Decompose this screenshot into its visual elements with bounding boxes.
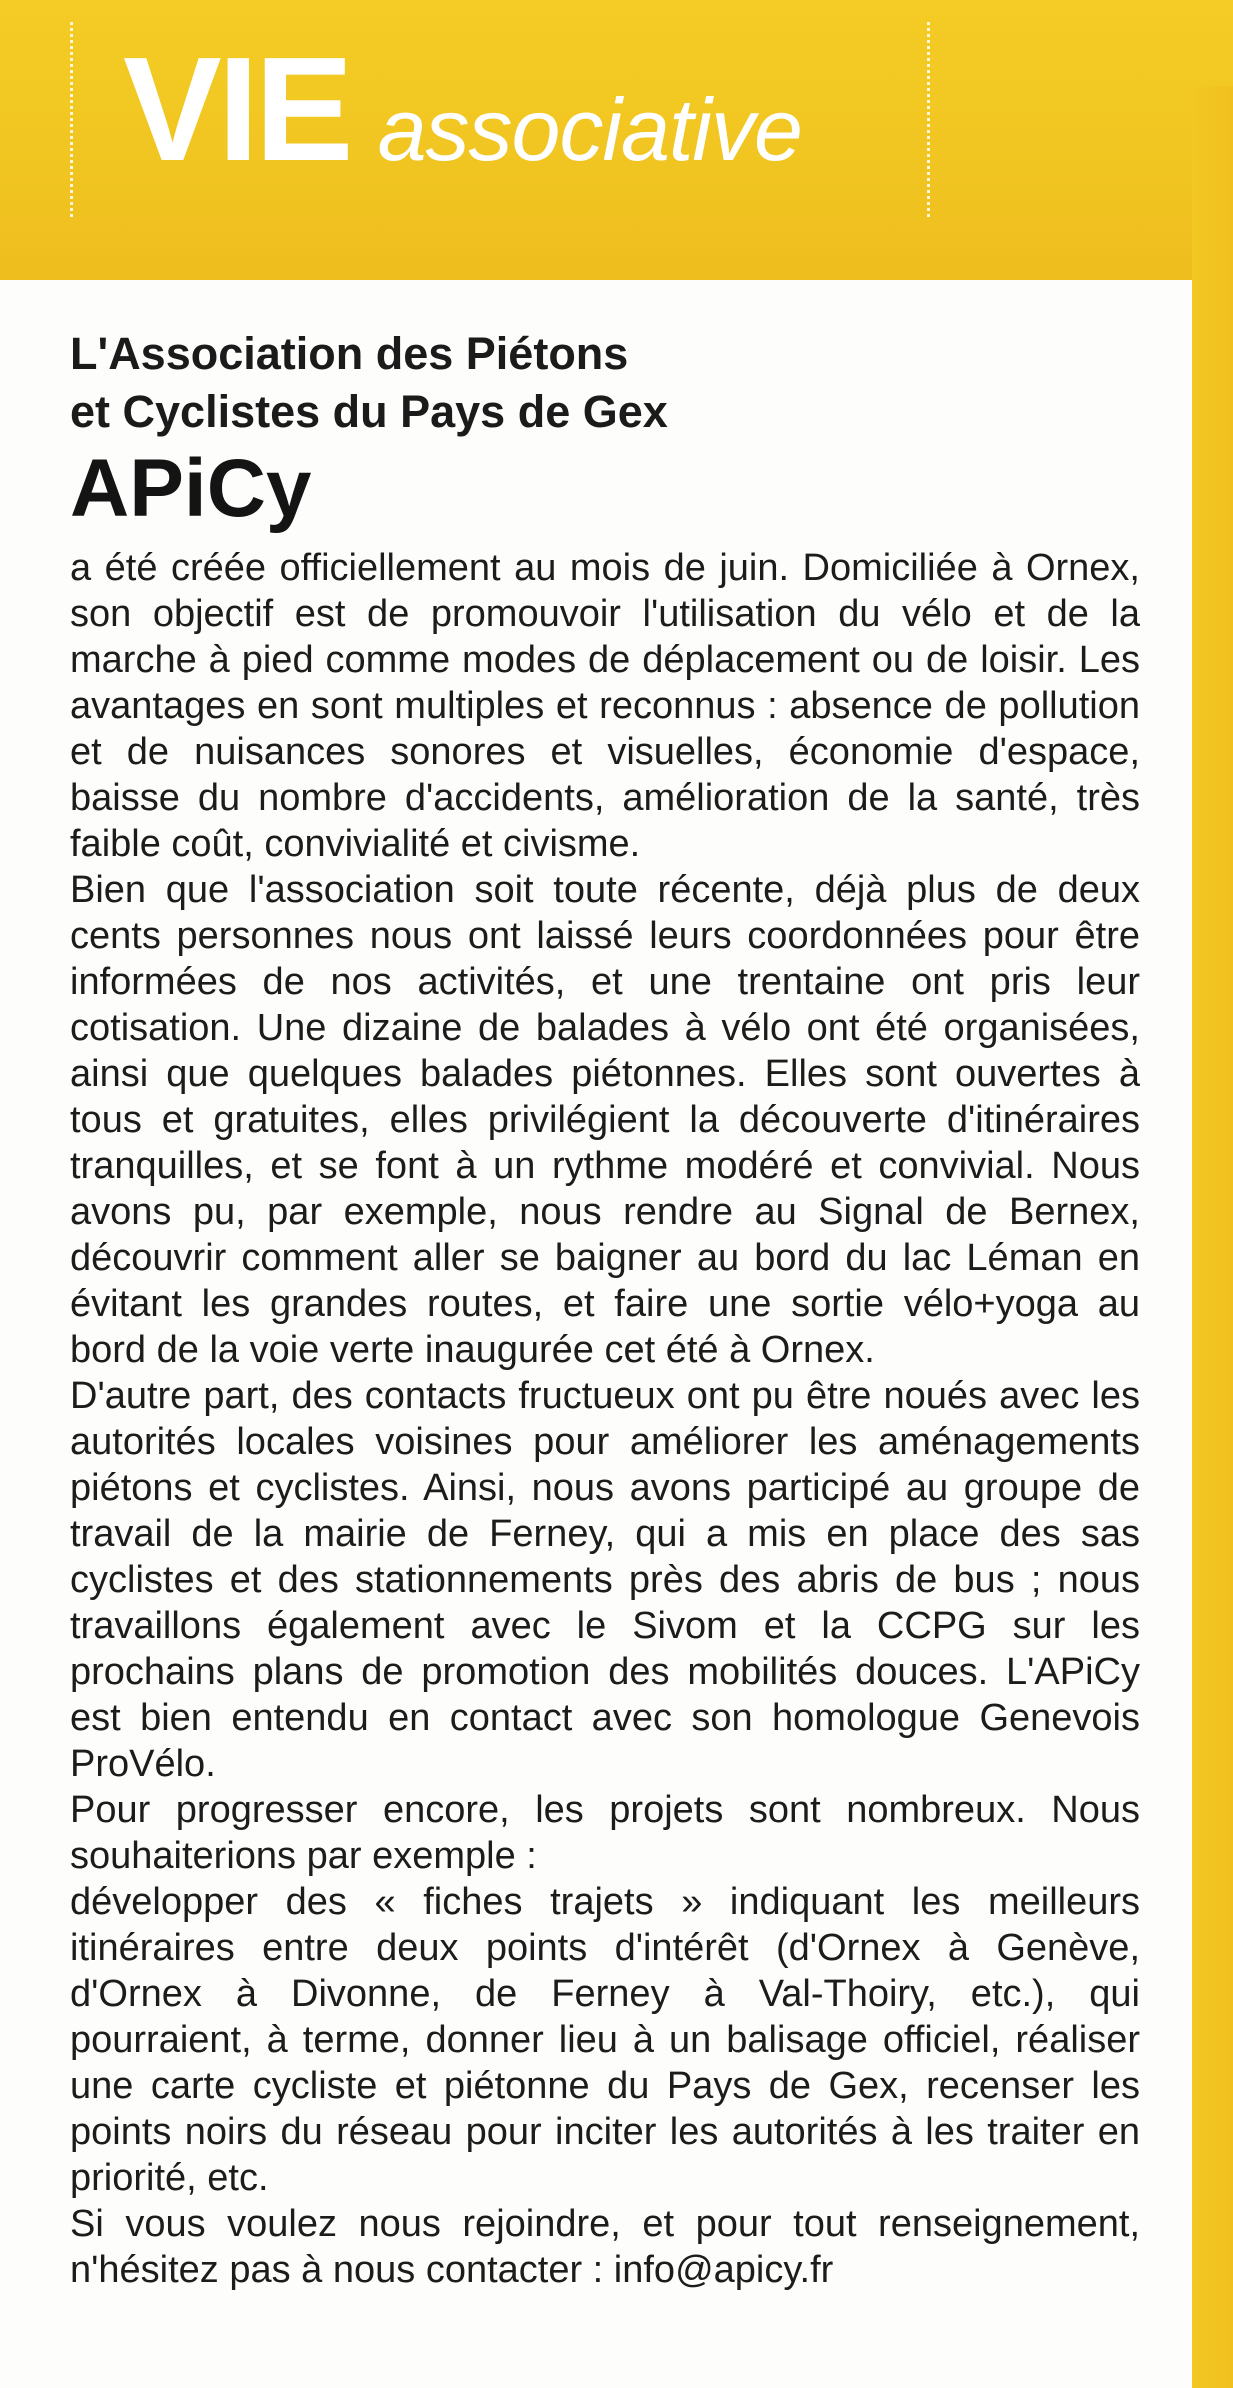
article-subtitle-line-1: L'Association des Piétons [70, 328, 629, 379]
banner-dotted-rule-left [70, 22, 73, 217]
article-acronym: APiCy [70, 443, 312, 534]
article-body [70, 545, 1140, 2293]
body-paragraph-contact-info: Si vous voulez nous rejoindre, et pour tout renseignement, n'hésitez pas à nous contacter : info@apicy.fr [70, 2203, 1140, 2291]
article-subtitle [70, 325, 1140, 441]
section-title-italic: associative [377, 80, 802, 179]
section-title-bold: VIE [123, 27, 350, 192]
body-paragraph-projects: développer des « fiches trajets » indiquant les meilleurs itinéraires entre deux points d'intérêt (d'Ornex à Genève, d'Ornex à Divonne, de Ferney à Val-Thoiry, etc.), qui pourraient, à terme, donner lieu à un balisage officiel, réaliser une carte cycliste et piétonne du Pays de Gex, recenser les points noirs du réseau pour inciter les autorités à les traiter en priorité, etc. [70, 1881, 1140, 2199]
article [70, 325, 1140, 2293]
article-subtitle-line-2: et Cyclistes du Pays de Gex [70, 386, 668, 437]
body-paragraph-projects-intro: Pour progresser encore, les projets sont nombreux. Nous souhaiterions par exemple : [70, 1789, 1140, 1877]
side-color-strip [1192, 86, 1233, 2388]
body-paragraph-contacts: D'autre part, des contacts fructueux ont pu être noués avec les autorités locales voisines pour améliorer les aménagements piétons et cyclistes. Ainsi, nous avons participé au groupe de travail de la mairie de Ferney, qui a mis en place des sas cyclistes et des stationnements près des abris de bus ; nous travaillons également avec le Sivom et la CCPG sur les prochains plans de promotion des mobilités douces. L'APiCy est bien entendu en contact avec son homologue Genevois ProVélo. [70, 1375, 1140, 1785]
body-paragraph-intro: a été créée officiellement au mois de juin. Domiciliée à Ornex, son objectif est de promouvoir l'utilisation du vélo et de la marche à pied comme modes de déplacement ou de loisir. Les avantages en sont multiples et reconnus : absence de pollution et de nuisances sonores et visuelles, économie d'espace, baisse du nombre d'accidents, amélioration de la santé, très faible coût, convivialité et civisme. [70, 547, 1140, 865]
banner-dotted-rule-right [927, 22, 930, 217]
body-paragraph-activities: Bien que l'association soit toute récente, déjà plus de deux cents personnes nous ont laissé leurs coordonnées pour être informées de nos activités, et une trentaine ont pris leur cotisation. Une dizaine de balades à vélo ont été organisées, ainsi que quelques balades piétonnes. Elles sont ouvertes à tous et gratuites, elles privilégient la découverte d'itinéraires tranquilles, et se font à un rythme modéré et convivial. Nous avons pu, par exemple, nous rendre au Signal de Bernex, découvrir comment aller se baigner au bord du lac Léman en évitant les grandes routes, et faire une sortie vélo+yoga au bord de la voie verte inaugurée cet été à Ornex. [70, 869, 1140, 1371]
section-title [123, 27, 802, 192]
section-banner [0, 0, 1233, 280]
